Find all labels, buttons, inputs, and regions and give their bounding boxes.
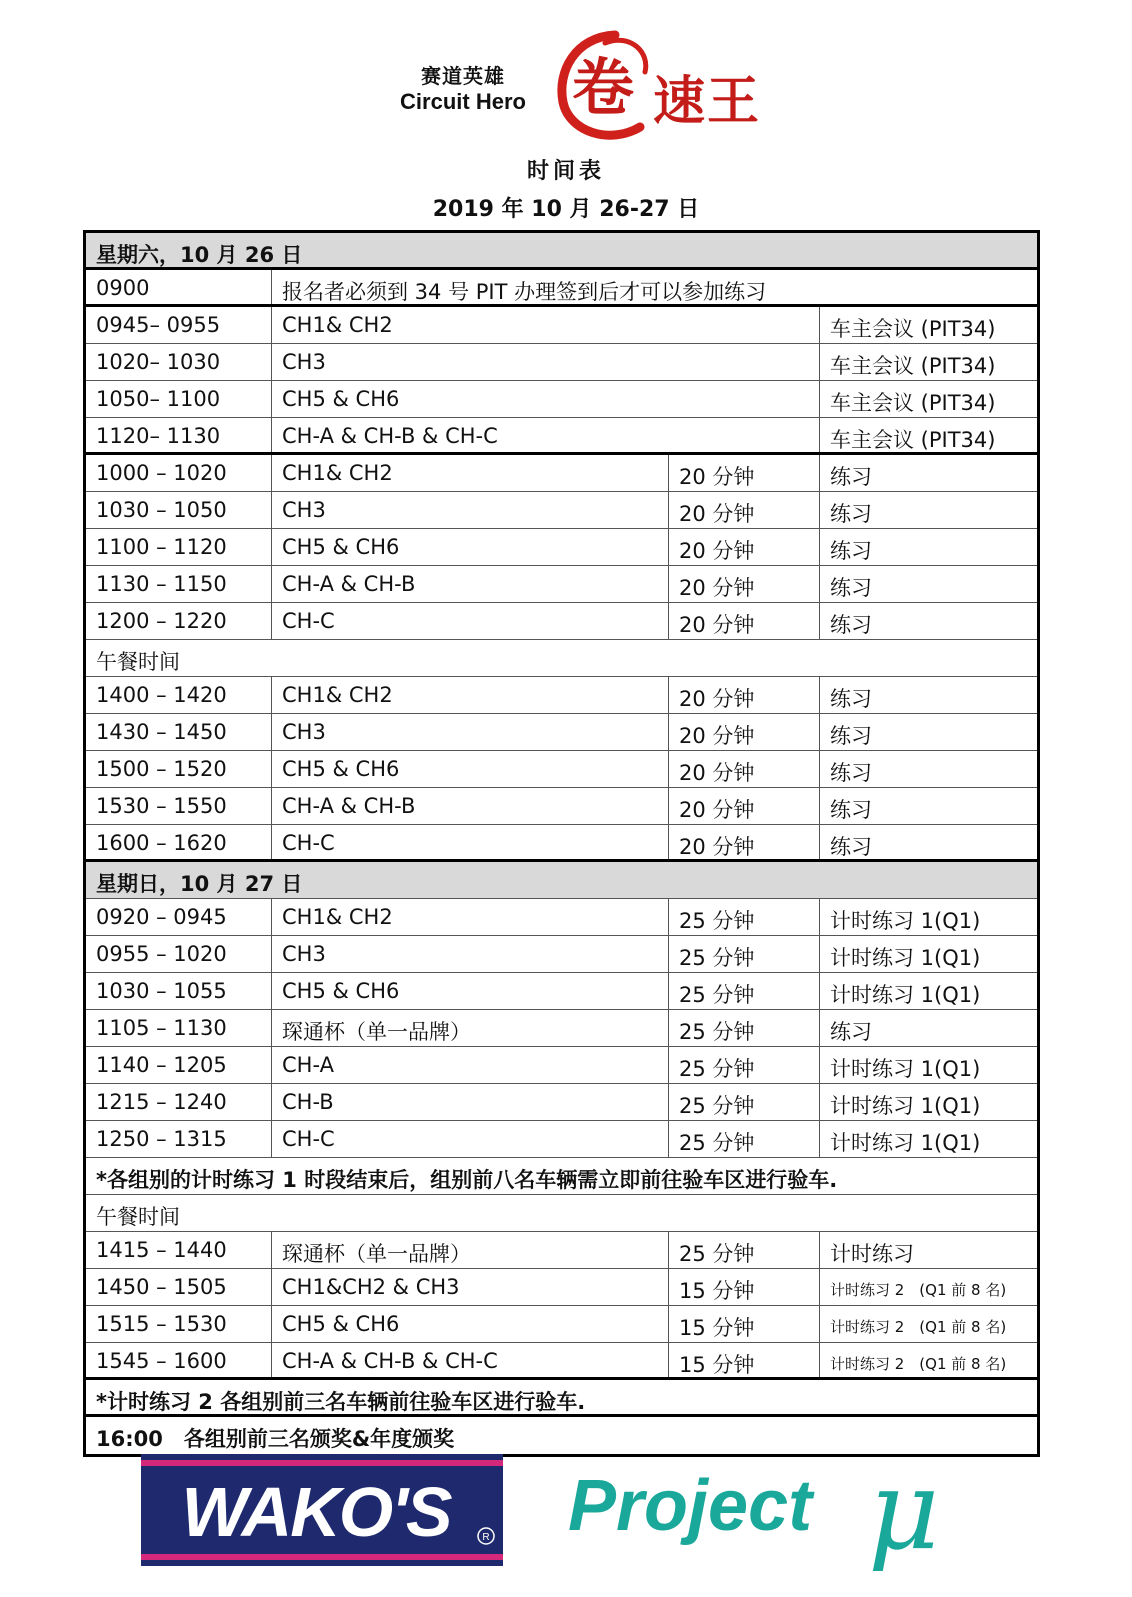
time-cell: 1200 – 1220	[86, 603, 272, 639]
duration-cell: 20 分钟	[669, 492, 820, 528]
time-cell: 1515 – 1530	[86, 1306, 272, 1342]
time-cell: 1130 – 1150	[86, 566, 272, 602]
activity-cell: 车主会议 (PIT34)	[830, 317, 996, 341]
group-cell: CH-A	[272, 1047, 669, 1083]
time-cell: 0920 – 0945	[86, 899, 272, 935]
duration-cell: 25 分钟	[669, 973, 820, 1009]
activity-cell: 计时练习 1(Q1)	[830, 909, 981, 933]
group-cell: 琛通杯（单一品牌）	[272, 1232, 669, 1268]
table-row	[86, 1269, 1037, 1306]
table-row	[86, 529, 1037, 566]
group-cell: CH-C	[272, 603, 669, 639]
logo-english: Circuit Hero	[400, 89, 526, 114]
table-row	[86, 973, 1037, 1010]
day-header-saturday	[86, 233, 1037, 270]
duration-cell: 20 分钟	[669, 825, 820, 859]
table-row	[86, 455, 1037, 492]
activity-cell: 练习	[830, 613, 872, 637]
svg-text:μ: μ	[868, 1448, 940, 1574]
group-cell: CH5 & CH6	[272, 529, 669, 565]
activity-cell: 计时练习 1(Q1)	[830, 983, 981, 1007]
time-cell: 0900	[86, 270, 272, 304]
time-cell: 1500 – 1520	[86, 751, 272, 787]
day-header-sunday	[86, 862, 1037, 899]
logo-text-block	[378, 60, 548, 115]
table-row	[86, 1232, 1037, 1269]
group-cell: CH3	[272, 492, 669, 528]
activity-cell: 练习	[830, 724, 872, 748]
table-row	[86, 1084, 1037, 1121]
time-cell: 1400 – 1420	[86, 677, 272, 713]
event-date: 2019 年 10 月 26-27 日	[432, 197, 700, 222]
duration-cell: 25 分钟	[669, 1121, 820, 1157]
schedule-table	[83, 230, 1040, 1457]
signin-text: 报名者必须到 34 号 PIT 办理签到后才可以参加练习	[282, 280, 767, 304]
duration-cell: 20 分钟	[669, 455, 820, 491]
activity-cell: 车主会议 (PIT34)	[830, 354, 996, 378]
duration-cell: 20 分钟	[669, 529, 820, 565]
group-cell: CH1& CH2	[272, 899, 669, 935]
time-cell: 1450 – 1505	[86, 1269, 272, 1305]
page-title: 时间表	[526, 159, 605, 184]
note-text: *各组别的计时练习 1 时段结束后，组别前八名车辆需立即前往验车区进行验车.	[96, 1168, 838, 1192]
duration-cell: 15 分钟	[669, 1343, 820, 1377]
time-cell: 1600 – 1620	[86, 825, 272, 859]
activity-cell: 计时练习 1(Q1)	[830, 946, 981, 970]
project-mu-wordmark: Project	[568, 1466, 813, 1546]
group-cell: CH-A & CH-B & CH-C	[272, 1343, 669, 1377]
time-cell: 1000 – 1020	[86, 455, 272, 491]
lunch-label: 午餐时间	[96, 650, 180, 674]
time-cell: 1030 – 1050	[86, 492, 272, 528]
duration-cell: 20 分钟	[669, 677, 820, 713]
table-row	[86, 714, 1037, 751]
group-cell: CH5 & CH6	[272, 973, 669, 1009]
activity-cell: 练习	[830, 576, 872, 600]
table-row	[86, 1010, 1037, 1047]
note-row-q2	[86, 1380, 1037, 1417]
group-cell: CH5 & CH6	[272, 1306, 669, 1342]
activity-cell: 练习	[830, 798, 872, 822]
table-row	[86, 825, 1037, 862]
time-cell: 1020– 1030	[86, 344, 272, 380]
group-cell: CH-B	[272, 1084, 669, 1120]
time-cell: 1250 – 1315	[86, 1121, 272, 1157]
table-row	[86, 1121, 1037, 1158]
group-cell: CH-A & CH-B	[272, 566, 669, 602]
group-cell: CH3	[272, 344, 820, 380]
duration-cell: 25 分钟	[669, 1084, 820, 1120]
table-row	[86, 788, 1037, 825]
table-row	[86, 344, 1037, 381]
table-row	[86, 307, 1037, 344]
group-cell: CH5 & CH6	[272, 751, 669, 787]
duration-cell: 25 分钟	[669, 1047, 820, 1083]
time-cell: 1030 – 1055	[86, 973, 272, 1009]
group-cell: CH-C	[272, 1121, 669, 1157]
duration-cell: 25 分钟	[669, 936, 820, 972]
activity-cell: 练习	[830, 539, 872, 563]
award-text: 16:00 各组别前三名颁奖&年度颁奖	[96, 1427, 455, 1451]
group-cell: CH5 & CH6	[272, 381, 820, 417]
table-row	[86, 677, 1037, 714]
lunch-row	[86, 640, 1037, 677]
group-cell: CH1& CH2	[272, 307, 820, 343]
table-row	[86, 899, 1037, 936]
duration-cell: 20 分钟	[669, 566, 820, 602]
day-label: 星期日，10 月 27 日	[96, 872, 303, 896]
activity-cell: 车主会议 (PIT34)	[830, 391, 996, 415]
table-row	[86, 418, 1037, 455]
activity-cell: 车主会议 (PIT34)	[830, 428, 996, 452]
activity-cell: 计时练习	[830, 1242, 914, 1266]
group-cell: CH3	[272, 936, 669, 972]
brand-seal-logo	[555, 27, 775, 142]
svg-text:卷: 卷	[571, 51, 635, 124]
header-logo	[0, 22, 1132, 142]
duration-cell: 25 分钟	[669, 1010, 820, 1046]
table-row	[86, 1047, 1037, 1084]
time-cell: 0945– 0955	[86, 307, 272, 343]
group-cell: 琛通杯（单一品牌）	[272, 1010, 669, 1046]
time-cell: 1105 – 1130	[86, 1010, 272, 1046]
duration-cell: 20 分钟	[669, 714, 820, 750]
activity-cell: 练习	[830, 761, 872, 785]
table-row	[86, 751, 1037, 788]
activity-cell: 练习	[830, 465, 872, 489]
wakos-logo	[141, 1454, 503, 1566]
time-cell: 1530 – 1550	[86, 788, 272, 824]
time-cell: 1215 – 1240	[86, 1084, 272, 1120]
duration-cell: 20 分钟	[669, 603, 820, 639]
time-cell: 1120– 1130	[86, 418, 272, 452]
duration-cell: 15 分钟	[669, 1306, 820, 1342]
group-cell: CH-A & CH-B	[272, 788, 669, 824]
duration-cell: 20 分钟	[669, 788, 820, 824]
time-cell: 1050– 1100	[86, 381, 272, 417]
table-row	[86, 936, 1037, 973]
time-cell: 1100 – 1120	[86, 529, 272, 565]
lunch-label: 午餐时间	[96, 1205, 180, 1229]
note-row-q1	[86, 1158, 1037, 1195]
time-cell: 1545 – 1600	[86, 1343, 272, 1377]
activity-cell: 计时练习 2 (Q1 前 8 名)	[830, 1318, 1007, 1336]
table-row	[86, 1306, 1037, 1343]
duration-cell: 15 分钟	[669, 1269, 820, 1305]
svg-text:王: 王	[707, 71, 760, 132]
time-cell: 1415 – 1440	[86, 1232, 272, 1268]
activity-cell: 计时练习 1(Q1)	[830, 1131, 981, 1155]
activity-cell: 计时练习 2 (Q1 前 8 名)	[830, 1281, 1007, 1299]
signin-row	[86, 270, 1037, 307]
table-row	[86, 492, 1037, 529]
time-cell: 1430 – 1450	[86, 714, 272, 750]
group-cell: CH1& CH2	[272, 677, 669, 713]
time-cell: 0955 – 1020	[86, 936, 272, 972]
group-cell: CH1&CH2 & CH3	[272, 1269, 669, 1305]
logo-chinese: 赛道英雄	[421, 64, 505, 88]
duration-cell: 20 分钟	[669, 751, 820, 787]
svg-text:速: 速	[653, 71, 706, 132]
table-row	[86, 603, 1037, 640]
group-cell: CH3	[272, 714, 669, 750]
group-cell: CH1& CH2	[272, 455, 669, 491]
time-cell: 1140 – 1205	[86, 1047, 272, 1083]
activity-cell: 练习	[830, 835, 872, 859]
activity-cell: 练习	[830, 1020, 872, 1044]
table-row	[86, 566, 1037, 603]
activity-cell: 计时练习 2 (Q1 前 8 名)	[830, 1355, 1007, 1373]
lunch-row	[86, 1195, 1037, 1232]
duration-cell: 25 分钟	[669, 1232, 820, 1268]
group-cell: CH-A & CH-B & CH-C	[272, 418, 820, 452]
group-cell: CH-C	[272, 825, 669, 859]
activity-cell: 计时练习 1(Q1)	[830, 1094, 981, 1118]
note-text: *计时练习 2 各组别前三名车辆前往验车区进行验车.	[96, 1390, 586, 1414]
table-row	[86, 1343, 1037, 1380]
svg-text:R: R	[482, 1532, 490, 1543]
activity-cell: 练习	[830, 687, 872, 711]
activity-cell: 练习	[830, 502, 872, 526]
day-label: 星期六，10 月 26 日	[96, 243, 303, 267]
project-mu-logo	[568, 1448, 988, 1578]
activity-cell: 计时练习 1(Q1)	[830, 1057, 981, 1081]
table-row	[86, 381, 1037, 418]
duration-cell: 25 分钟	[669, 899, 820, 935]
wakos-wordmark: WAKO'S	[181, 1473, 451, 1551]
